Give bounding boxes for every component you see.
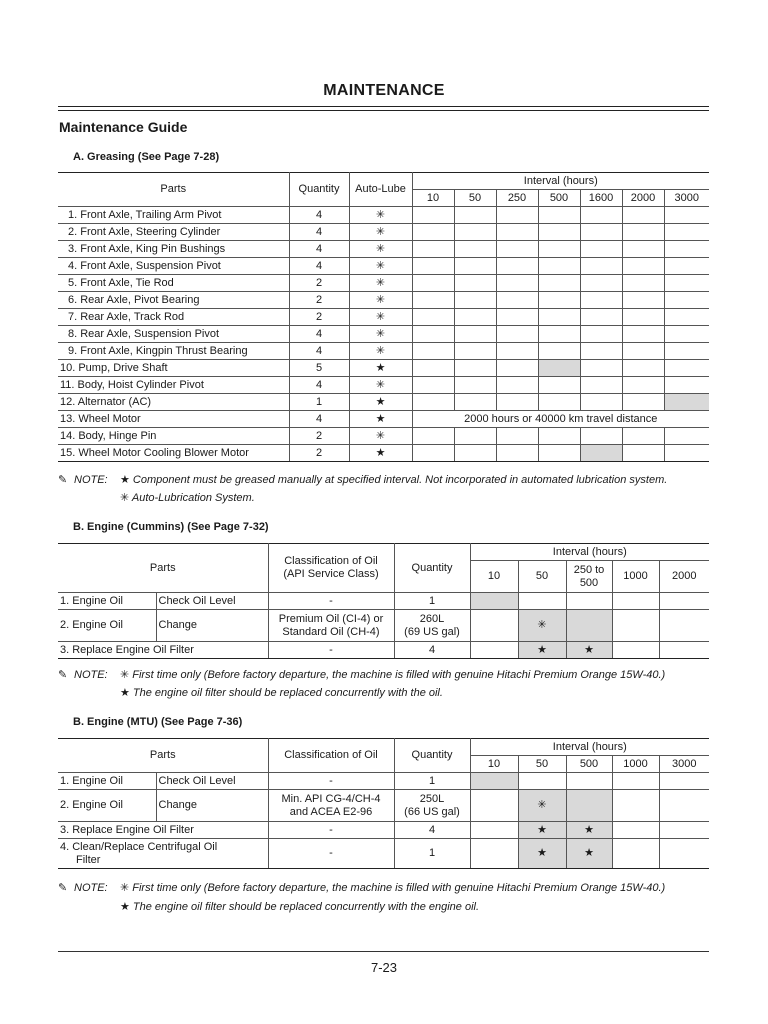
table-row: 12. Alternator (AC) 1 ★: [58, 394, 709, 411]
interval-10: 10: [412, 190, 454, 207]
col-auto-lube: Auto-Lube: [349, 173, 412, 207]
greasing-note-line2: ✳ Auto-Lubrication System.: [120, 492, 255, 504]
table-row: 1. Engine Oil Check Oil Level - 1: [58, 773, 709, 790]
cummins-note: ✎ NOTE:: [58, 669, 108, 681]
interval-500: 500: [538, 190, 580, 207]
table-row: 1. Front Axle, Trailing Arm Pivot 4 ✳: [58, 207, 709, 224]
mtu-note-line2: ★ The engine oil filter should be replaced concurrently with the engine oil.: [120, 901, 480, 913]
table-row: 10. Pump, Drive Shaft 5 ★: [58, 360, 709, 377]
page-number: 7-23: [370, 960, 398, 975]
pencil-note-icon: ✎: [58, 669, 68, 681]
col-classification: Classification of Oil (API Service Class): [268, 544, 394, 593]
interval-marker: [664, 394, 709, 411]
table-row: 3. Replace Engine Oil Filter - 4 ★ ★: [58, 642, 709, 659]
interval-marker: [580, 445, 622, 462]
greasing-table: [58, 172, 709, 462]
title-rule: [58, 106, 709, 107]
table-row: 2. Engine Oil Change Min. API CG-4/CH-4 and ACEA E2-96 250L (66 US gal) ✳: [58, 790, 709, 822]
table-row: 3. Front Axle, King Pin Bushings 4 ✳: [58, 241, 709, 258]
col-quantity: Quantity: [289, 173, 349, 207]
cummins-table: Parts Classification of Oil (API Service Class) Quantity Interval (hours) 10 50 250 to 500 1000 2000 1. Engine Oil Check Oil Level - 1 2. Engine Oil Change Premium Oil (CI-4) or Standard Oil (CH-4) 260L (69 US gal) ✳ 3. Replace Engine Oil Filter - 4 ★ ★: [58, 543, 709, 659]
greasing-note-line1: ★ Component must be greased manually at specified interval. Not incorporated in automated lubrication system.: [120, 474, 668, 486]
mtu-heading: B. Engine (MTU) (See Page 7-36): [73, 716, 243, 728]
interval-marker: ★: [566, 822, 612, 839]
table-row: 4. Front Axle, Suspension Pivot 4 ✳: [58, 258, 709, 275]
interval-marker: ★: [566, 839, 612, 869]
mtu-note-line1: ✳ First time only (Before factory departure, the machine is filled with genuine Hitachi Premium Orange 15W-40.): [120, 882, 666, 894]
interval-marker: ★: [518, 839, 566, 869]
table-row: 7. Rear Axle, Track Rod 2 ✳: [58, 309, 709, 326]
interval-3000: 3000: [664, 190, 709, 207]
interval-1600: 1600: [580, 190, 622, 207]
interval-marker: [470, 773, 518, 790]
table-row: 4. Clean/Replace Centrifugal Oil Filter - 1 ★ ★: [58, 839, 709, 869]
table-row: 11. Body, Hoist Cylinder Pivot 4 ✳: [58, 377, 709, 394]
table-row: 3. Replace Engine Oil Filter - 4 ★ ★: [58, 822, 709, 839]
interval-marker: ✳: [518, 610, 566, 642]
col-interval: Interval (hours): [412, 173, 709, 190]
footer-rule: [58, 951, 709, 952]
interval-marker: ★: [518, 642, 566, 659]
table-row: 2. Front Axle, Steering Cylinder 4 ✳: [58, 224, 709, 241]
page-title: MAINTENANCE: [323, 82, 445, 99]
pencil-note-icon: ✎: [58, 882, 68, 894]
cummins-heading: B. Engine (Cummins) (See Page 7-32): [73, 521, 269, 533]
cummins-note-line1: ✳ First time only (Before factory departure, the machine is filled with genuine Hitachi Premium Orange 15W-40.): [120, 669, 666, 681]
col-quantity: Quantity: [394, 739, 470, 773]
greasing-note: ✎ NOTE:: [58, 474, 108, 486]
col-parts: Parts: [58, 739, 268, 773]
col-classification: Classification of Oil: [268, 739, 394, 773]
interval-marker: [538, 360, 580, 377]
interval-marker: ★: [566, 642, 612, 659]
interval-2000: 2000: [622, 190, 664, 207]
col-quantity: Quantity: [394, 544, 470, 593]
table-row: 8. Rear Axle, Suspension Pivot 4 ✳: [58, 326, 709, 343]
mtu-note: ✎ NOTE:: [58, 882, 108, 894]
greasing-heading: A. Greasing (See Page 7-28): [73, 151, 220, 163]
interval-marker: [566, 790, 612, 822]
interval-250: 250: [496, 190, 538, 207]
col-interval: Interval (hours): [470, 544, 709, 561]
pencil-note-icon: ✎: [58, 474, 68, 486]
interval-marker: [566, 610, 612, 642]
col-interval: Interval (hours): [470, 739, 709, 756]
table-row: 6. Rear Axle, Pivot Bearing 2 ✳: [58, 292, 709, 309]
section-heading: Maintenance Guide: [59, 119, 188, 135]
table-row: 9. Front Axle, Kingpin Thrust Bearing 4 ✳: [58, 343, 709, 360]
col-parts: Parts: [58, 544, 268, 593]
col-parts: Parts: [58, 173, 289, 207]
table-row: 15. Wheel Motor Cooling Blower Motor 2 ★: [58, 445, 709, 462]
table-row: 13. Wheel Motor 4 ★ 2000 hours or 40000 km travel distance: [58, 411, 709, 428]
mtu-table: Parts Classification of Oil Quantity Interval (hours) 10 50 500 1000 3000 1. Engine Oil Check Oil Level - 1 2. Engine Oil Change Min. API CG-4/CH-4 and ACEA E2-96 250L (66 US gal) ✳ 3. Replace Engine Oil Filter - 4 ★ ★ 4. Clean/Replace Centrifugal Oil Filter - 1 ★ ★: [58, 738, 709, 869]
table-row: 2. Engine Oil Change Premium Oil (CI-4) or Standard Oil (CH-4) 260L (69 US gal) ✳: [58, 610, 709, 642]
interval-marker: [470, 593, 518, 610]
table-row: 1. Engine Oil Check Oil Level - 1: [58, 593, 709, 610]
title-rule-double: [58, 110, 709, 111]
interval-marker: ★: [518, 822, 566, 839]
cummins-note-line2: ★ The engine oil filter should be replaced concurrently with the oil.: [120, 687, 443, 699]
wheel-motor-interval: 2000 hours or 40000 km travel distance: [412, 411, 709, 428]
table-row: 14. Body, Hinge Pin 2 ✳: [58, 428, 709, 445]
interval-50: 50: [454, 190, 496, 207]
interval-marker: ✳: [518, 790, 566, 822]
table-row: 5. Front Axle, Tie Rod 2 ✳: [58, 275, 709, 292]
